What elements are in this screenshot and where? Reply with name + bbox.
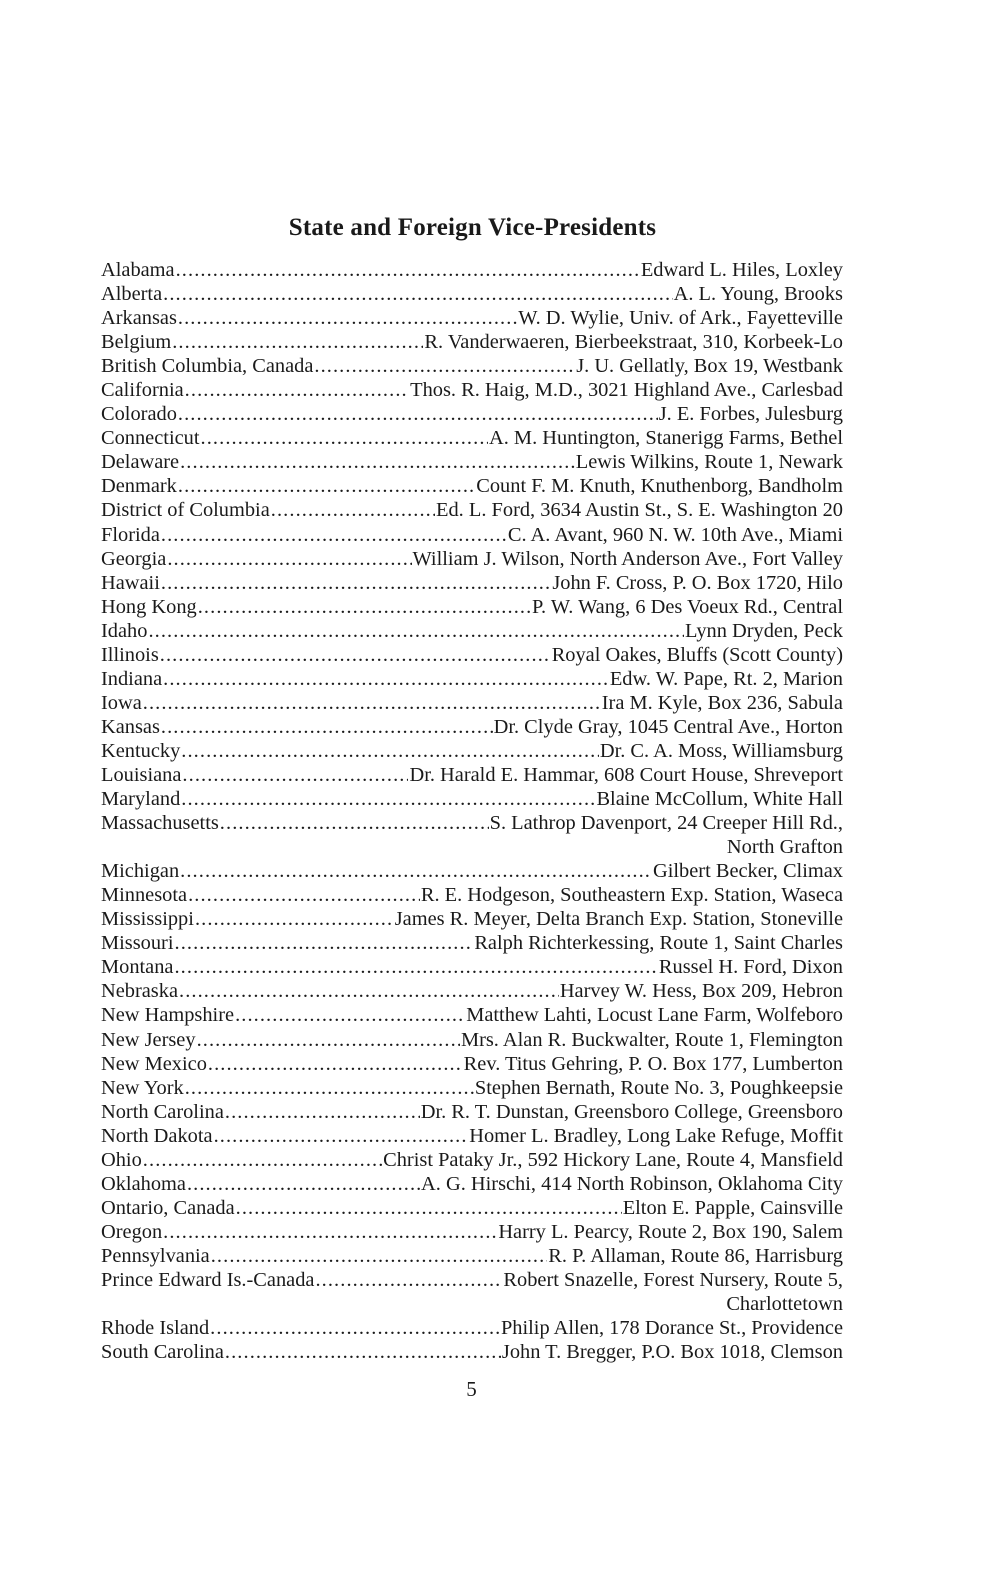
dot-leader [182,763,408,787]
dot-leader [143,691,601,715]
entry-person: John F. Cross, P. O. Box 1720, Hilo [552,571,843,594]
entry-region: Michigan [101,860,180,883]
entry-line [101,667,843,691]
entry-line [101,354,843,378]
entry-region: Alberta [101,283,163,306]
directory-entry [101,282,843,306]
entry-region: Illinois [101,643,159,666]
entry-line [101,498,843,522]
entry-line [101,1003,843,1027]
dot-leader [180,859,652,883]
entry-line [101,907,843,931]
entry-person: R. P. Allaman, Route 86, Harrisburg [548,1244,843,1267]
directory-entry [101,595,843,619]
page-title: State and Foreign Vice-Presidents [288,214,657,241]
entry-region: British Columbia, Canada [101,355,314,378]
directory-entry [101,450,843,474]
entry-line [101,1268,843,1292]
dot-leader [197,1028,460,1052]
dot-leader [211,1244,548,1268]
entry-line [101,1148,843,1172]
entry-line [101,1196,843,1220]
entry-person: Dr. Clyde Gray, 1045 Central Ave., Horton [493,715,843,738]
entry-line [101,1220,843,1244]
entry-line [101,258,843,282]
entry-person: Stephen Bernath, Route No. 3, Poughkeepsie [474,1076,843,1099]
entry-person: J. U. Gellatly, Box 19, Westbank [576,355,843,378]
entry-region: Colorado [101,403,177,426]
directory-entry [101,1244,843,1268]
entry-person: Thos. R. Haig, M.D., 3021 Highland Ave., Carlesbad [410,379,843,402]
entry-person: Lynn Dryden, Peck [685,619,843,642]
entry-person: Philip Allen, 178 Dorance St., Providence [500,1317,843,1340]
entry-region: Idaho [101,619,148,642]
directory-entry [101,498,843,522]
dot-leader [185,378,409,402]
entry-person: P. W. Wang, 6 Des Voeux Rd., Central [531,595,843,618]
directory-entry [101,931,843,955]
entry-region: Mississippi [101,908,194,931]
entry-region: Nebraska [101,980,178,1003]
entry-line [101,426,843,450]
entry-region: Iowa [101,691,142,714]
entry-line [101,955,843,979]
entry-line [101,979,843,1003]
entry-person: Gilbert Becker, Climax [652,860,843,883]
entry-person: Ira M. Kyle, Box 236, Sabula [601,691,843,714]
entry-region: Oregon [101,1220,163,1243]
entry-continuation: North Grafton [726,836,843,859]
entry-region: New Hampshire [101,1004,235,1027]
dot-leader [172,330,423,354]
entry-line [101,378,843,402]
entry-line [101,619,843,643]
entry-region: Alabama [101,259,175,281]
dot-leader [180,450,575,474]
dot-leader [187,1172,420,1196]
entry-person: Harvey W. Hess, Box 209, Hebron [559,980,843,1003]
directory-entry [101,354,843,378]
dot-leader [181,739,599,763]
entry-line [101,523,843,547]
entry-region: South Carolina [101,1341,224,1364]
entry-line [101,1028,843,1052]
directory-entry [101,763,843,787]
entry-line [101,739,843,763]
entry-region: North Dakota [101,1124,213,1147]
entry-line [101,859,843,883]
entry-person: Harry L. Pearcy, Route 2, Box 190, Salem [498,1220,843,1243]
entry-person: A. G. Hirschi, 414 North Robinson, Oklahoma City [421,1172,843,1195]
entry-region: California [101,379,184,402]
entry-line [101,1340,843,1364]
entry-person: Homer L. Bradley, Long Lake Refuge, Moffit [469,1124,843,1147]
dot-leader [167,547,411,571]
dot-leader [175,931,474,955]
entry-person: Ralph Richterkessing, Route 1, Saint Charles [474,932,843,955]
dot-leader [178,474,475,498]
entry-person: Matthew Lahti, Locust Lane Farm, Wolfeboro [466,1004,843,1027]
directory-entry [101,547,843,571]
entry-region: New Jersey [101,1028,196,1051]
entry-person: Edw. W. Pape, Rt. 2, Marion [609,667,843,690]
dot-leader [198,595,531,619]
directory-entry [101,643,843,667]
dot-leader [161,523,507,547]
entry-person: Mrs. Alan R. Buckwalter, Route 1, Flemington [460,1028,843,1051]
entry-person: W. D. Wylie, Univ. of Ark., Fayetteville [518,307,843,330]
dot-leader [161,571,551,595]
entry-person: John T. Bregger, P.O. Box 1018, Clemson [501,1341,843,1364]
directory-entry [101,474,843,498]
entry-person: A. L. Young, Brooks [673,283,843,306]
directory-entry [101,330,843,354]
dot-leader [178,306,517,330]
directory-entry [101,258,843,282]
entry-person: Blaine McCollum, White Hall [596,788,843,811]
directory-entry [101,523,843,547]
entry-person: S. Lathrop Davenport, 24 Creeper Hill Rd., [489,812,843,835]
entry-person: J. E. Forbes, Julesburg [658,403,843,426]
entry-region: Indiana [101,667,163,690]
entry-line [101,1316,843,1340]
directory-entry [101,402,843,426]
entry-line [101,1076,843,1100]
entry-person: R. E. Hodgeson, Southeastern Exp. Station, Waseca [420,884,843,907]
entry-region: Minnesota [101,884,188,907]
entry-region: Massachusetts [101,812,219,835]
directory-entry [101,1316,843,1340]
entry-line [101,931,843,955]
entry-region: Prince Edward Is.-Canada [101,1268,315,1291]
entry-region: Ohio [101,1148,142,1171]
entry-person: Dr. C. A. Moss, Williamsburg [599,739,843,762]
entry-line [101,883,843,907]
entry-line [101,763,843,787]
entry-person: Count F. M. Knuth, Knuthenborg, Bandholm [476,475,843,498]
directory-entry [101,1340,843,1364]
directory-entry [101,1076,843,1100]
dot-leader [236,1196,622,1220]
entry-region: North Carolina [101,1100,224,1123]
dot-leader [225,1340,501,1364]
entry-line [101,715,843,739]
directory-entry [101,1196,843,1220]
entry-region: Oklahoma [101,1172,186,1195]
dot-leader [163,667,609,691]
dot-leader [143,1148,382,1172]
dot-leader [201,426,488,450]
entry-line [101,1244,843,1268]
directory-entry [101,426,843,450]
dot-leader [195,907,394,931]
directory-entry [101,1003,843,1027]
entry-line [101,691,843,715]
dot-leader [178,402,658,426]
entry-line [101,1172,843,1196]
directory-entry [101,619,843,643]
page-number: 5 [466,1377,477,1401]
dot-leader [208,1052,463,1076]
directory-entry [101,1268,843,1316]
directory-entry [101,979,843,1003]
entry-person: Elton E. Papple, Cainsville [622,1196,843,1219]
entry-line [101,282,843,306]
directory-entry [101,1100,843,1124]
directory-entry [101,907,843,931]
entry-line [101,547,843,571]
entry-region: Hong Kong [101,595,197,618]
dot-leader [163,1220,497,1244]
directory-entry [101,811,843,859]
entry-region: Maryland [101,788,181,811]
entry-person: Royal Oakes, Bluffs (Scott County) [551,643,843,666]
dot-leader [179,979,559,1003]
entry-region: District of Columbia [101,499,270,522]
entry-line [101,595,843,619]
directory-entry [101,1124,843,1148]
entry-region: Rhode Island [101,1317,210,1340]
entry-region: Georgia [101,547,167,570]
directory-entry [101,306,843,330]
entry-person: Russel H. Ford, Dixon [658,956,843,979]
dot-leader [188,883,420,907]
directory-entry [101,571,843,595]
dot-leader [176,258,640,282]
dot-leader [160,643,551,667]
entry-person: Lewis Wilkins, Route 1, Newark [575,451,843,474]
directory-entry [101,1052,843,1076]
directory-entry [101,859,843,883]
directory-entry [101,955,843,979]
entry-line [101,474,843,498]
entry-person: A. M. Huntington, Stanerigg Farms, Bethel [489,427,843,450]
entry-region: Montana [101,956,174,979]
directory-entry [101,378,843,402]
entry-person: William J. Wilson, North Anderson Ave., Fort Valley [412,547,843,570]
dot-leader [220,811,489,835]
entry-person: Dr. R. T. Dunstan, Greensboro College, Greensboro [420,1100,843,1123]
entry-person: Dr. Harald E. Hammar, 608 Court House, Shreveport [409,763,843,786]
entry-region: Missouri [101,932,174,955]
directory-entry [101,1172,843,1196]
directory-entry [101,667,843,691]
entry-line [101,1124,843,1148]
entry-line [101,330,843,354]
entry-region: Kentucky [101,739,181,762]
dot-leader [235,1003,465,1027]
dot-leader [314,354,575,378]
dot-leader [174,955,657,979]
entry-line [101,402,843,426]
dot-leader [185,1076,474,1100]
entry-region: Florida [101,523,160,546]
entry-line [101,1100,843,1124]
dot-leader [163,282,672,306]
entry-line [101,450,843,474]
dot-leader [210,1316,500,1340]
vice-president-list [101,258,843,1364]
entry-line [101,787,843,811]
entry-line [101,1052,843,1076]
directory-entry [101,1220,843,1244]
directory-entry [101,715,843,739]
entry-region: Arkansas [101,307,177,330]
dot-leader [315,1268,502,1292]
entry-line [101,643,843,667]
dot-leader [148,619,684,643]
entry-line [101,811,843,835]
directory-entry [101,787,843,811]
dot-leader [214,1124,469,1148]
dot-leader [271,498,435,522]
directory-entry [101,739,843,763]
entry-line [101,571,843,595]
entry-region: Kansas [101,715,160,738]
entry-line [101,306,843,330]
entry-region: Denmark [101,475,177,498]
directory-entry [101,691,843,715]
directory-entry [101,883,843,907]
entry-region: Louisiana [101,763,182,786]
dot-leader [161,715,493,739]
entry-person: James R. Meyer, Delta Branch Exp. Station, Stoneville [394,908,843,931]
entry-person: R. Vanderwaeren, Bierbeekstraat, 310, Korbeek-Lo [424,331,843,354]
dot-leader [181,787,595,811]
entry-region: New York [101,1076,184,1099]
entry-person: Edward L. Hiles, Loxley [640,259,843,281]
entry-person: Robert Snazelle, Forest Nursery, Route 5, [503,1268,843,1291]
entry-region: Connecticut [101,427,200,450]
entry-region: Pennsylvania [101,1244,210,1267]
directory-entry [101,1148,843,1172]
entry-region: Ontario, Canada [101,1196,235,1219]
dot-leader [225,1100,420,1124]
entry-person: Ed. L. Ford, 3634 Austin St., S. E. Washington 20 [436,499,843,522]
entry-region: Hawaii [101,571,160,594]
entry-region: Belgium [101,331,172,354]
entry-region: New Mexico [101,1052,207,1075]
entry-continuation: Charlottetown [726,1293,843,1316]
entry-person: Rev. Titus Gehring, P. O. Box 177, Lumberton [463,1052,843,1075]
entry-region: Delaware [101,451,180,474]
directory-entry [101,1028,843,1052]
entry-person: C. A. Avant, 960 N. W. 10th Ave., Miami [507,523,843,546]
entry-person: Christ Pataky Jr., 592 Hickory Lane, Route 4, Mansfield [383,1148,843,1171]
